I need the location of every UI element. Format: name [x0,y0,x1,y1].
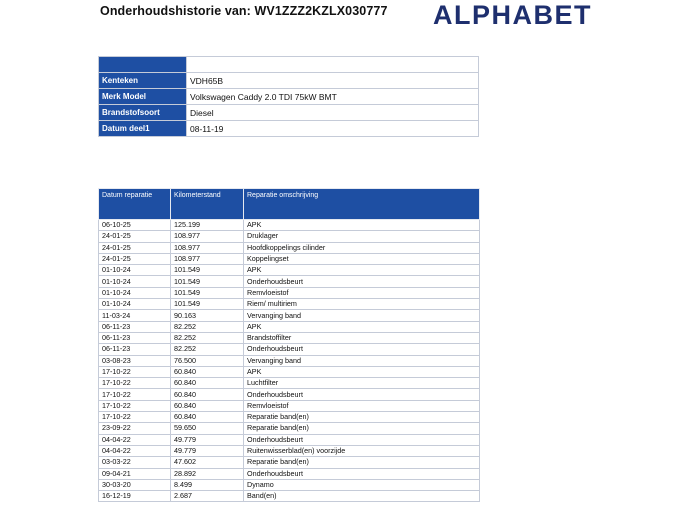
cell-date: 01-10-24 [99,276,171,287]
table-row [99,445,480,456]
cell-date: 01-10-24 [99,299,171,310]
maintenance-history-table [98,188,480,502]
table-row [99,332,480,343]
cell-description: Vervanging band [244,310,480,321]
cell-date: 24-01-25 [99,242,171,253]
cell-description: APK [244,366,480,377]
cell-description: Vervanging band [244,355,480,366]
table-row [99,242,480,253]
table-row [99,310,480,321]
cell-description: Hoofdkoppelings cilinder [244,242,480,253]
info-value: 08-11-19 [187,121,479,137]
cell-date: 06-11-23 [99,321,171,332]
cell-description: Band(en) [244,491,480,502]
cell-date: 17-10-22 [99,378,171,389]
cell-mileage: 60.840 [171,400,244,411]
cell-date: 17-10-22 [99,400,171,411]
table-row [99,299,480,310]
cell-date: 04-04-22 [99,434,171,445]
cell-date: 16-12-19 [99,491,171,502]
column-header-mileage: Kilometerstand [171,189,244,220]
table-row [99,355,480,366]
cell-date: 01-10-24 [99,265,171,276]
cell-date: 11-03-24 [99,310,171,321]
cell-description: Reparatie band(en) [244,457,480,468]
info-value: Diesel [187,105,479,121]
cell-mileage: 108.977 [171,231,244,242]
cell-description: Onderhoudsbeurt [244,468,480,479]
table-row [99,231,480,242]
table-row [99,344,480,355]
info-label: Kenteken [99,73,187,89]
cell-date: 17-10-22 [99,412,171,423]
cell-description: Onderhoudsbeurt [244,344,480,355]
cell-date: 30-03-20 [99,479,171,490]
table-row [99,220,480,231]
cell-mileage: 125.199 [171,220,244,231]
info-value: Volkswagen Caddy 2.0 TDI 75kW BMT [187,89,479,105]
cell-mileage: 90.163 [171,310,244,321]
table-row [99,265,480,276]
cell-description: Reparatie band(en) [244,423,480,434]
cell-date: 17-10-22 [99,389,171,400]
column-header-date: Datum reparatie [99,189,171,220]
cell-description: Remvloeistof [244,400,480,411]
table-row [99,412,480,423]
table-header-row [99,189,480,220]
cell-description: Druklager [244,231,480,242]
cell-description: Brandstoffilter [244,332,480,343]
cell-mileage: 108.977 [171,253,244,264]
cell-mileage: 60.840 [171,378,244,389]
cell-mileage: 82.252 [171,344,244,355]
table-row [99,366,480,377]
info-value: VDH65B [187,73,479,89]
table-row [99,468,480,479]
cell-date: 17-10-22 [99,366,171,377]
cell-mileage: 60.840 [171,389,244,400]
cell-mileage: 49.779 [171,445,244,456]
cell-description: APK [244,265,480,276]
table-row [99,276,480,287]
cell-description: Koppelingset [244,253,480,264]
table-row [99,287,480,298]
info-row [99,73,479,89]
table-row [99,491,480,502]
table-row [99,253,480,264]
cell-mileage: 59.650 [171,423,244,434]
cell-description: Reparatie band(en) [244,412,480,423]
info-label: Datum deel1 [99,121,187,137]
info-label [99,57,187,73]
cell-mileage: 108.977 [171,242,244,253]
info-row [99,121,479,137]
cell-description: Onderhoudsbeurt [244,434,480,445]
cell-date: 06-11-23 [99,344,171,355]
table-row [99,378,480,389]
cell-mileage: 101.549 [171,287,244,298]
cell-date: 24-01-25 [99,231,171,242]
table-row [99,457,480,468]
page-title: Onderhoudshistorie van: WV1ZZZ2KZLX030777 [100,4,388,18]
table-row [99,423,480,434]
cell-date: 03-03-22 [99,457,171,468]
cell-mileage: 60.840 [171,412,244,423]
cell-description: Ruitenwisserblad(en) voorzijde [244,445,480,456]
info-row [99,89,479,105]
cell-date: 23-09-22 [99,423,171,434]
cell-date: 24-01-25 [99,253,171,264]
cell-mileage: 101.549 [171,276,244,287]
cell-mileage: 47.602 [171,457,244,468]
cell-date: 04-04-22 [99,445,171,456]
table-row [99,389,480,400]
cell-mileage: 82.252 [171,321,244,332]
cell-mileage: 49.779 [171,434,244,445]
table-row [99,400,480,411]
table-row [99,321,480,332]
info-label: Brandstofsoort [99,105,187,121]
alphabet-logo: ALPHABET [433,0,592,30]
info-row [99,57,479,73]
cell-description: Riem/ multiriem [244,299,480,310]
cell-description: APK [244,321,480,332]
cell-date: 06-11-23 [99,332,171,343]
cell-mileage: 28.892 [171,468,244,479]
info-row [99,105,479,121]
cell-date: 03-08-23 [99,355,171,366]
cell-date: 09-04-21 [99,468,171,479]
table-row [99,434,480,445]
table-row [99,479,480,490]
cell-mileage: 101.549 [171,265,244,276]
info-value [187,57,479,73]
cell-mileage: 76.500 [171,355,244,366]
column-header-description: Reparatie omschrijving [244,189,480,220]
cell-mileage: 60.840 [171,366,244,377]
cell-description: Luchtfilter [244,378,480,389]
cell-description: Dynamo [244,479,480,490]
cell-description: Onderhoudsbeurt [244,276,480,287]
cell-description: Remvloeistof [244,287,480,298]
info-label: Merk Model [99,89,187,105]
cell-date: 01-10-24 [99,287,171,298]
cell-mileage: 82.252 [171,332,244,343]
cell-mileage: 101.549 [171,299,244,310]
cell-description: Onderhoudsbeurt [244,389,480,400]
cell-description: APK [244,220,480,231]
vehicle-info-table [98,56,479,137]
cell-date: 06-10-25 [99,220,171,231]
cell-mileage: 8.499 [171,479,244,490]
cell-mileage: 2.687 [171,491,244,502]
